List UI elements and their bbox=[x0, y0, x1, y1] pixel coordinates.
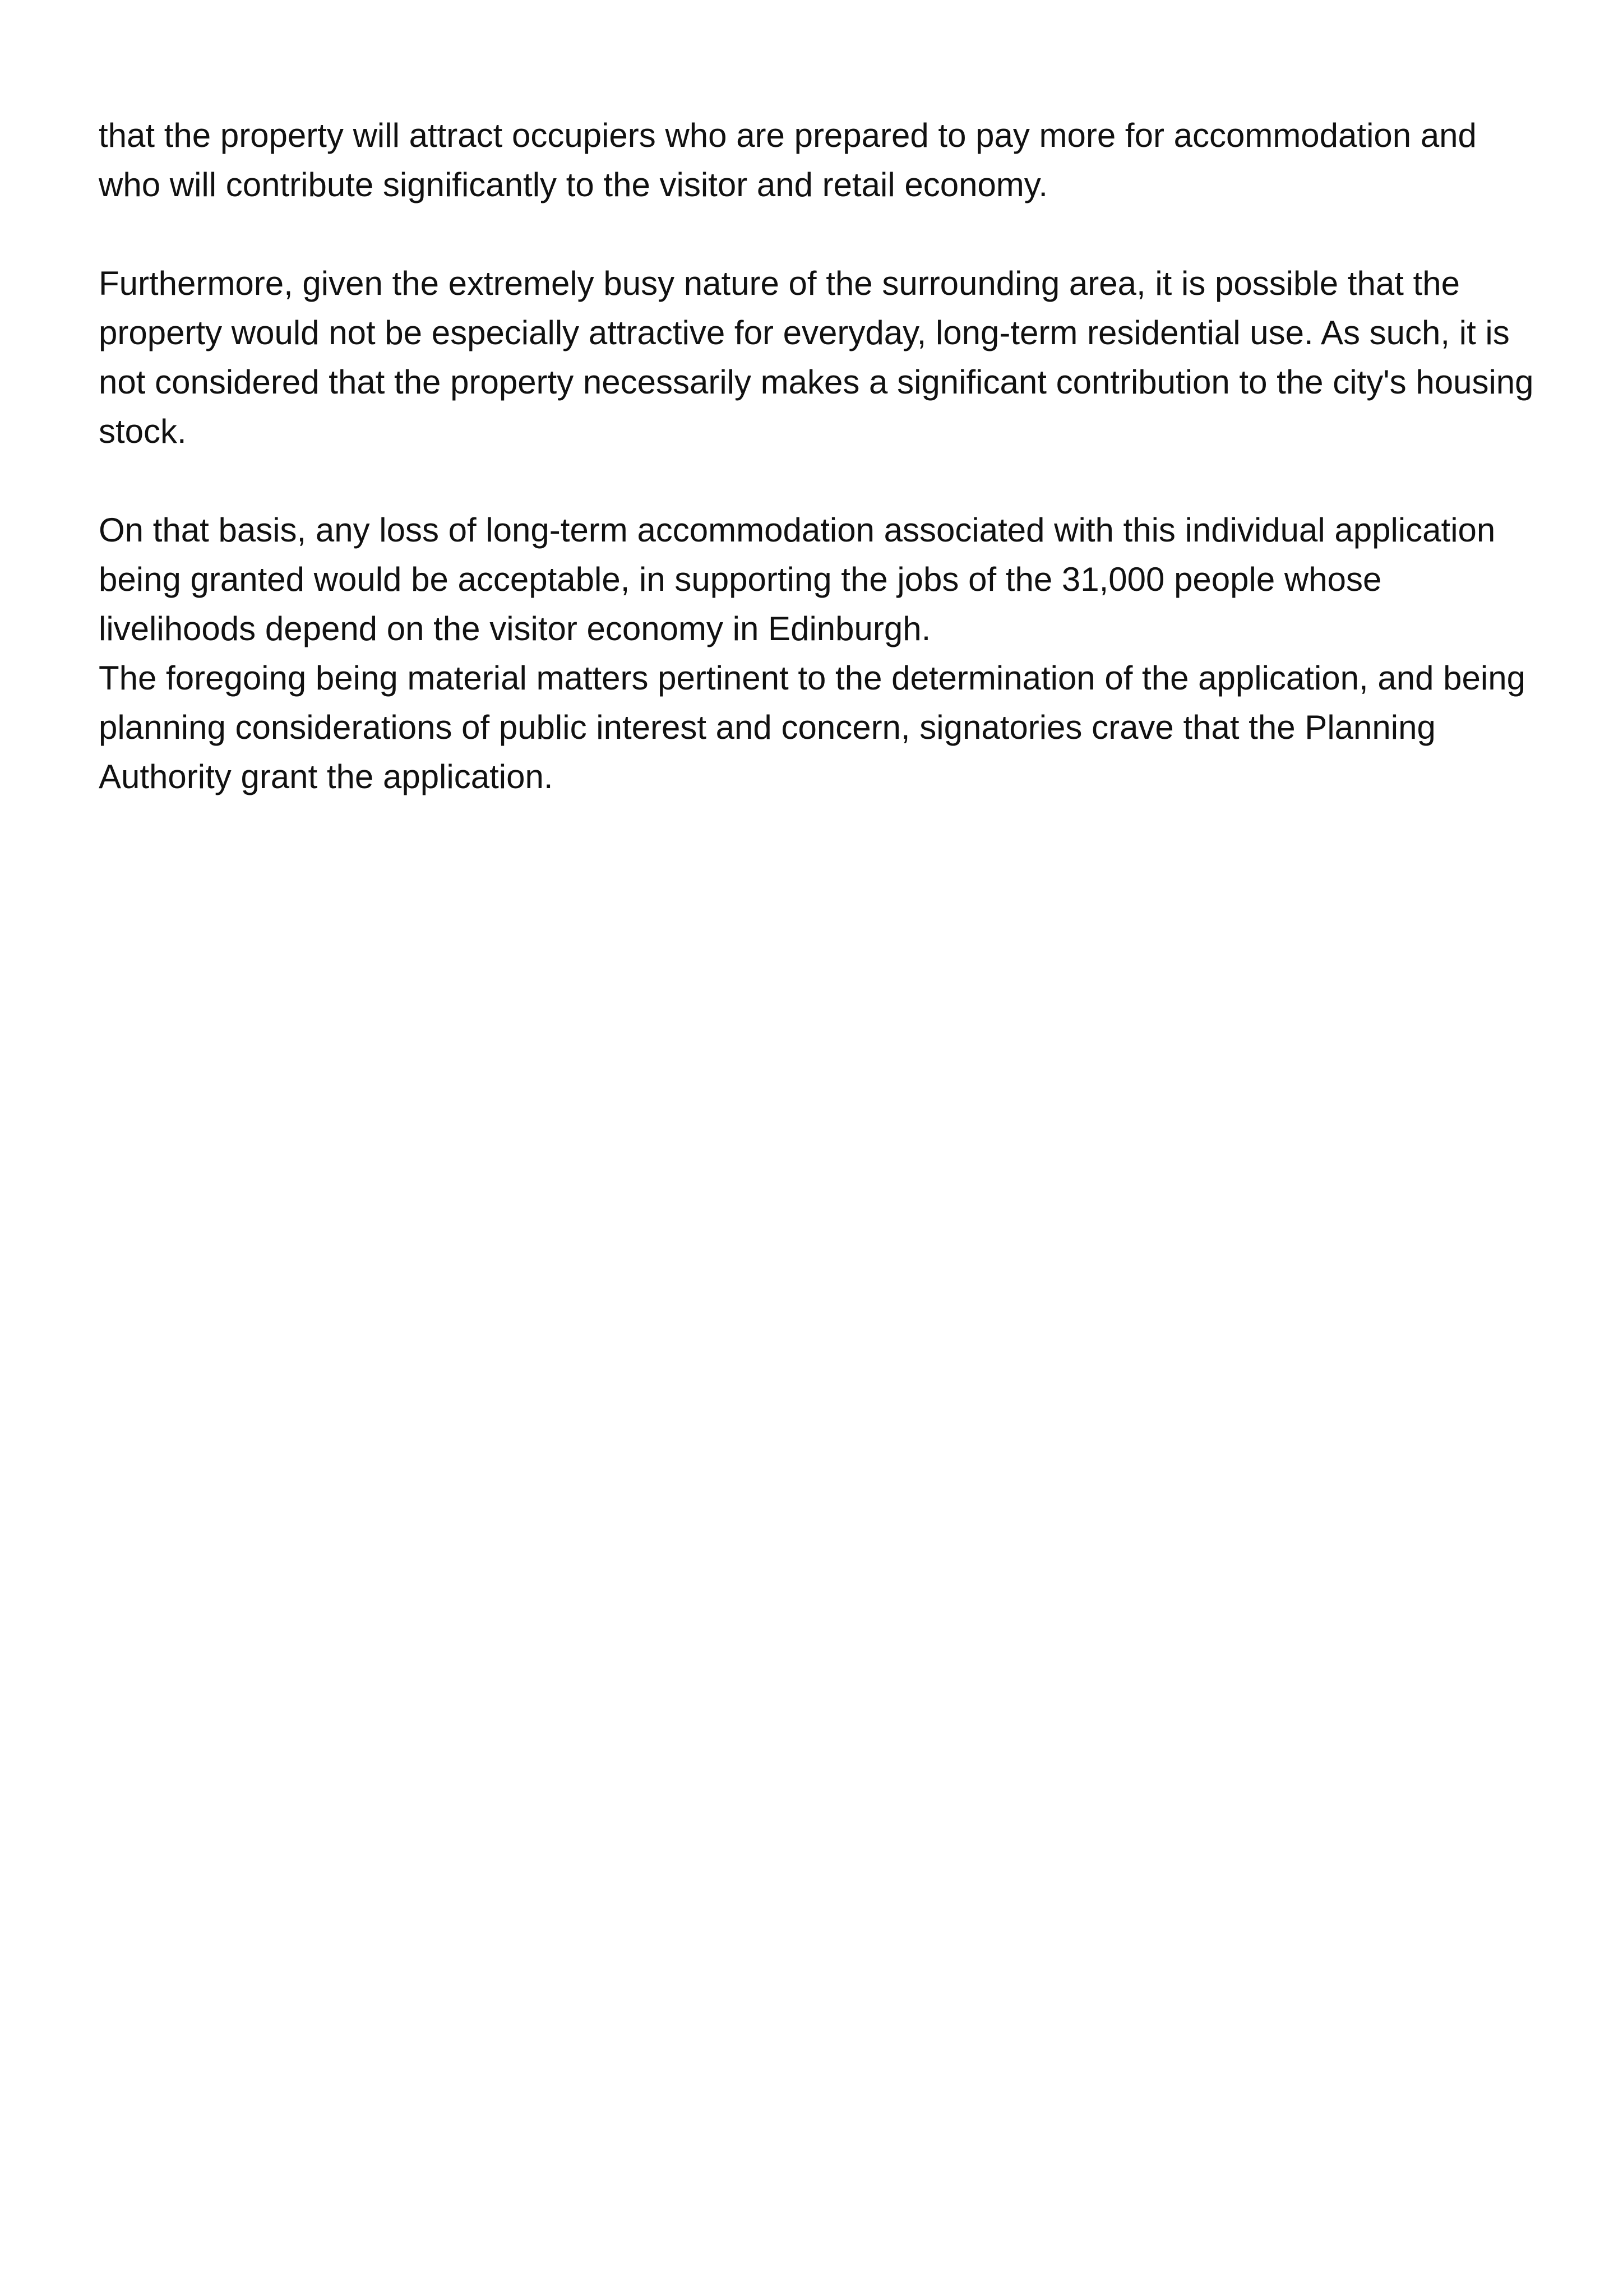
paragraph-occupiers: that the property will attract occupiers who are prepared to pay more for accommodation and who will contribute significantly to the visitor and retail economy. bbox=[99, 117, 1477, 203]
document-body bbox=[99, 111, 1534, 802]
paragraph-loss-acceptable: On that basis, any loss of long-term accommodation associated with this individual application being granted would be acceptable, in supporting the jobs of the 31,000 people whose livelihoods depend on the visitor economy in Edinburgh. bbox=[99, 511, 1496, 647]
paragraph-busy-area: Furthermore, given the extremely busy nature of the surrounding area, it is possible that the property would not be especially attractive for everyday, long-term residential use. As such, it is not considered that the property necessarily makes a significant contribution to the city's housing stock. bbox=[99, 265, 1534, 450]
paragraph-conclusion: The foregoing being material matters pertinent to the determination of the application, and being planning considerations of public interest and concern, signatories crave that the Planning Authority grant the application. bbox=[99, 659, 1525, 795]
paragraph-spacer bbox=[99, 456, 1534, 506]
paragraph-spacer bbox=[99, 210, 1534, 259]
